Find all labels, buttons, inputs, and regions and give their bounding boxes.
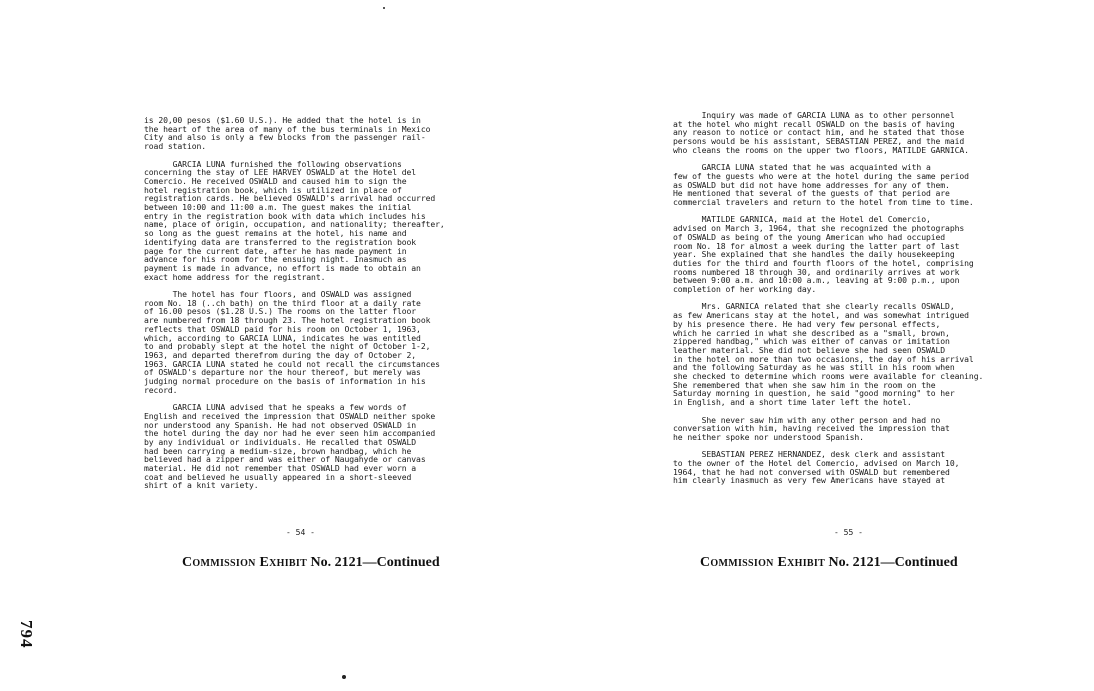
right-exhibit-suffix: No. 2121—Continued [828, 555, 958, 570]
left-page-number: - 54 - [286, 528, 315, 537]
left-paragraph-3: The hotel has four floors, and OSWALD was assigned room No. 18 (..ch bath) on the third floor at a daily rate of 16.00 pesos ($1.28 U.S.) The rooms on the latter floor are numbered from 18 through 23. The hotel registration book reflects that OSWALD paid for his room on October 1, 1963, which, according to GARCIA LUNA, indicates he was entitled to and probably slept at the hotel the night of October 1-2, 1963, and departed therefrom during the day of October 2, 1963. GARCIA LUNA stated he could not recall the circumstances of OSWALD's departure nor the hour thereof, but merely was judging normal procedure on the basis of information in his record. [144, 289, 440, 395]
right-paragraph-4: Mrs. GARNICA related that she clearly recalls OSWALD, as few Americans stay at the hotel, and was somewhat intrigued by his presence there. He had very few personal effects, which he carried in what she described as a "small, brown, zippered handbag," which was either of canvas or imitation leather material. She did not believe she had seen OSWALD in the hotel on more than two occasions, the day of his arrival and the following Saturday as he was still in his room when she checked to determine which rooms were available for cleaning. She remembered that when she saw him in the room on the Saturday morning in question, he said "good morning" to her in English, and a short time later left the hotel. [673, 301, 984, 408]
left-page-text [144, 116, 489, 499]
right-paragraph-1: Inquiry was made of GARCIA LUNA as to other personnel at the hotel who might recall OSWALD on the basis of having any reason to notice or contact him, and he stated that those persons would be his assistant, SEBASTIAN PEREZ, and the maid who cleans the rooms on the upper two floors, MATILDE GARNICA. [673, 110, 969, 155]
right-page-text [673, 111, 1035, 494]
right-page [547, 0, 1094, 691]
left-exhibit-caption [182, 555, 440, 571]
side-page-number: 794 [17, 620, 36, 649]
scan-speck [342, 675, 346, 679]
left-paragraph-2: GARCIA LUNA furnished the following observations concerning the stay of LEE HARVEY OSWALD at the Hotel del Comercio. He received OSWALD and caused him to sign the hotel registration book, which is utilized in place of registration cards. He believed OSWALD's arrival had occurred between 10:00 and 11:00 a.m. The guest makes the initial entry in the registration book with data which includes his name, place of origin, occupation, and nationality; thereafter, so long as the guest remains at the hotel, his name and identifying data are transferred to the registration book page for the current date, after he has made payment in advance for his room for the ensuing night. Inasmuch as payment is made in advance, no effort is made to obtain an exact home address for the registrant. [144, 158, 445, 282]
right-exhibit-prefix: Commission Exhibit [700, 555, 826, 570]
left-exhibit-prefix: Commission Exhibit [182, 555, 308, 570]
left-paragraph-4: GARCIA LUNA advised that he speaks a few words of English and received the impression that OSWALD neither spoke nor understood any Spanish. He had not observed OSWALD in the hotel during the day nor had he ever seen him accompanied by any individual or individuals. He recalled that OSWALD had been carrying a medium-size, brown handbag, which he believed had a zipper and was either of Naugahyde or canvas material. He did not remember that OSWALD had ever worn a coat and believed he usually appeared in a short-sleeved shirt of a knit variety. [144, 402, 436, 491]
right-paragraph-5: She never saw him with any other person and had no conversation with him, having received the impression that he neither spoke nor understood Spanish. [673, 414, 950, 442]
right-paragraph-3: MATILDE GARNICA, maid at the Hotel del Comercio, advised on March 3, 1964, that she recognized the photographs of OSWALD as being of the young American who had occupied room No. 18 for almost a week during the latter part of last year. She explained that she handles the daily housekeeping duties for the third and fourth floors of the hotel, comprising rooms numbered 18 through 30, and ordinarily arrives at work between 9:00 a.m. and 10:00 a.m., leaving at 9:00 p.m., upon completion of her working day. [673, 214, 974, 295]
scan-speck [383, 7, 385, 9]
right-page-number: - 55 - [834, 528, 863, 537]
left-exhibit-suffix: No. 2121—Continued [310, 555, 440, 570]
left-paragraph-1: is 20,00 pesos ($1.60 U.S.). He added that the hotel is in the heart of the area of many of the bus terminals in Mexico City and also is only a few blocks from the passenger rail- road station. [144, 115, 431, 152]
right-paragraph-2: GARCIA LUNA stated that he was acquainted with a few of the guests who were at the hotel during the same period as OSWALD but did not have home addresses for any of them. He mentioned that several of the guests of that period are commercial travelers and return to the hotel from time to time. [673, 162, 974, 208]
right-paragraph-6: SEBASTIAN PEREZ HERNANDEZ, desk clerk and assistant to the owner of the Hotel del Comercio, advised on March 10, 1964, that he had not conversed with OSWALD but remembered him clearly inasmuch as very few Americans have stayed at [673, 449, 960, 486]
right-exhibit-caption [700, 555, 958, 571]
